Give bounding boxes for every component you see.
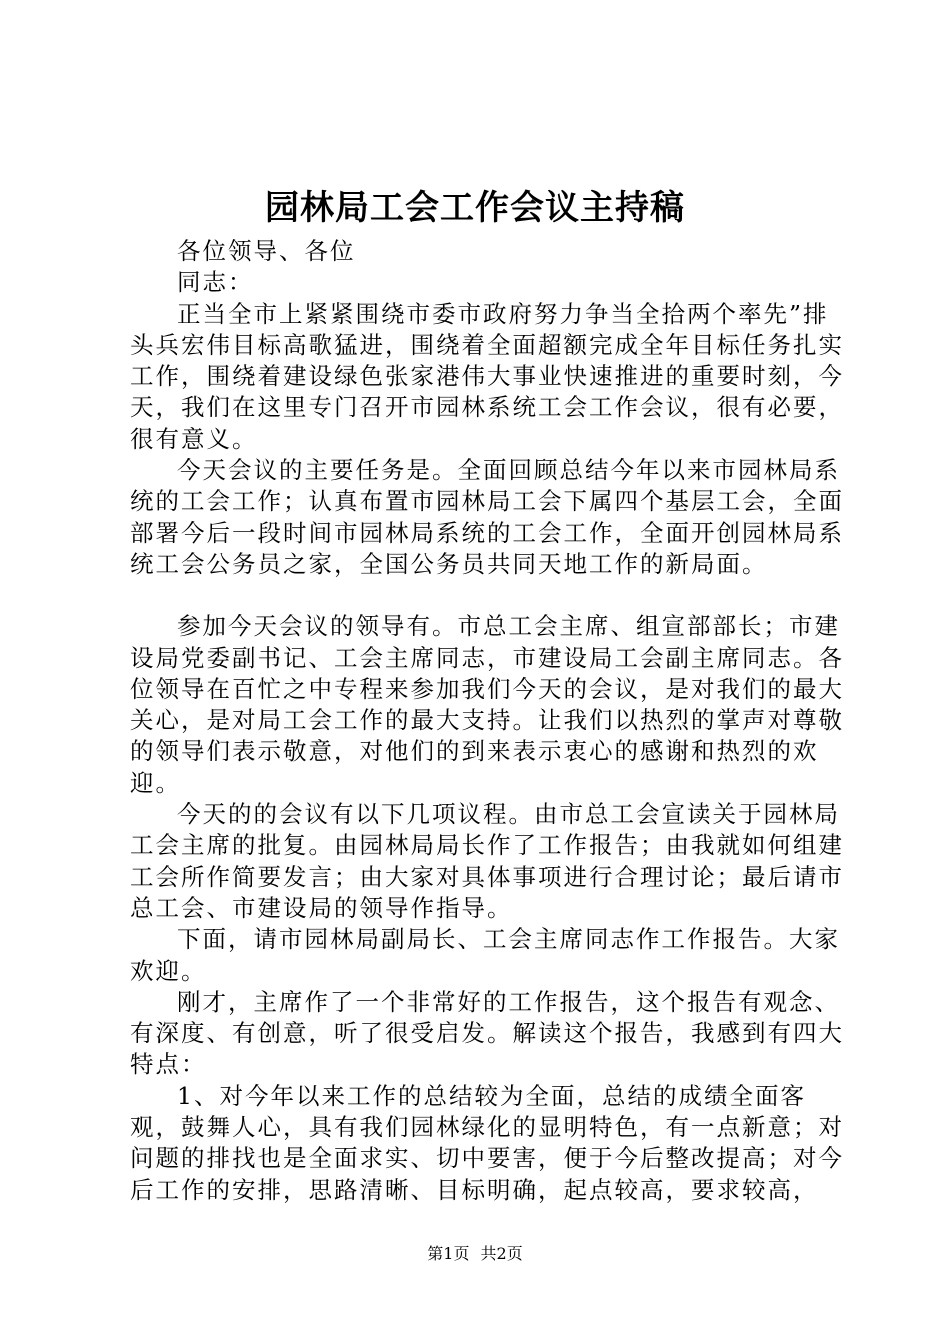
paragraph-agenda: 今天的的会议有以下几项议程。由市总工会宣读关于园林局工会主席的批复。由园林局局长作了工作报告；由我就如何组建工会所作简要发言；由大家对具体事项进行合理讨论；最后请市总工会、市建设局的领导作指导。 [130, 800, 844, 922]
paragraph-report-intro: 下面，请市园林局副局长、工会主席同志作工作报告。大家欢迎。 [130, 925, 840, 985]
salutation-line-1: 各位领导、各位 [177, 237, 356, 265]
page-total: 共2页 [480, 1244, 523, 1263]
paragraph-attendees: 参加今天会议的领导有。市总工会主席、组宣部部长；市建设局党委副书记、工会主席同志，市建设局工会副主席同志。各位领导在百忙之中专程来参加我们今天的会议，是对我们的最大关心，是对局工会工作的最大支持。让我们以热烈的掌声对尊敬的领导们表示敬意，对他们的到来表示衷心的感谢和热烈的欢迎。 [130, 612, 844, 797]
paragraph-point-1: 1、对今年以来工作的总结较为全面，总结的成绩全面客观，鼓舞人心，具有我们园林绿化的显明特色，有一点新意；对问题的排找也是全面求实、切中要害，便于今后整改提高；对今后工作的安排，思路清晰、目标明确，起点较高，要求较高， [130, 1081, 844, 1204]
page-footer [0, 1243, 950, 1265]
document-title: 园林局工会工作会议主持稿 [265, 188, 685, 228]
paragraph-report-comment: 刚才，主席作了一个非常好的工作报告，这个报告有观念、有深度、有创意，听了很受启发。解读这个报告，我感到有四大特点： [130, 987, 844, 1079]
paragraph-tasks: 今天会议的主要任务是。全面回顾总结今年以来市园林局系统的工会工作；认真布置市园林局工会下属四个基层工会，全面部署今后一段时间市园林局系统的工会工作，全面开创园林局系统工会公务员之家，全国公务员共同天地工作的新局面。 [130, 456, 844, 578]
salutation-line-2: 同志： [177, 268, 254, 297]
page-number: 第1页 [427, 1244, 470, 1263]
paragraph-opening: 正当全市上紧紧围绕市委市政府努力争当全拾两个率先”排头兵宏伟目标高歌猛进，围绕着全面超额完成全年目标任务扎实工作，围绕着建设绿色张家港伟大事业快速推进的重要时刻，今天，我们在这里专门召开市园林系统工会工作会议，很有必要，很有意义。 [130, 299, 844, 453]
document-body [130, 236, 852, 1206]
